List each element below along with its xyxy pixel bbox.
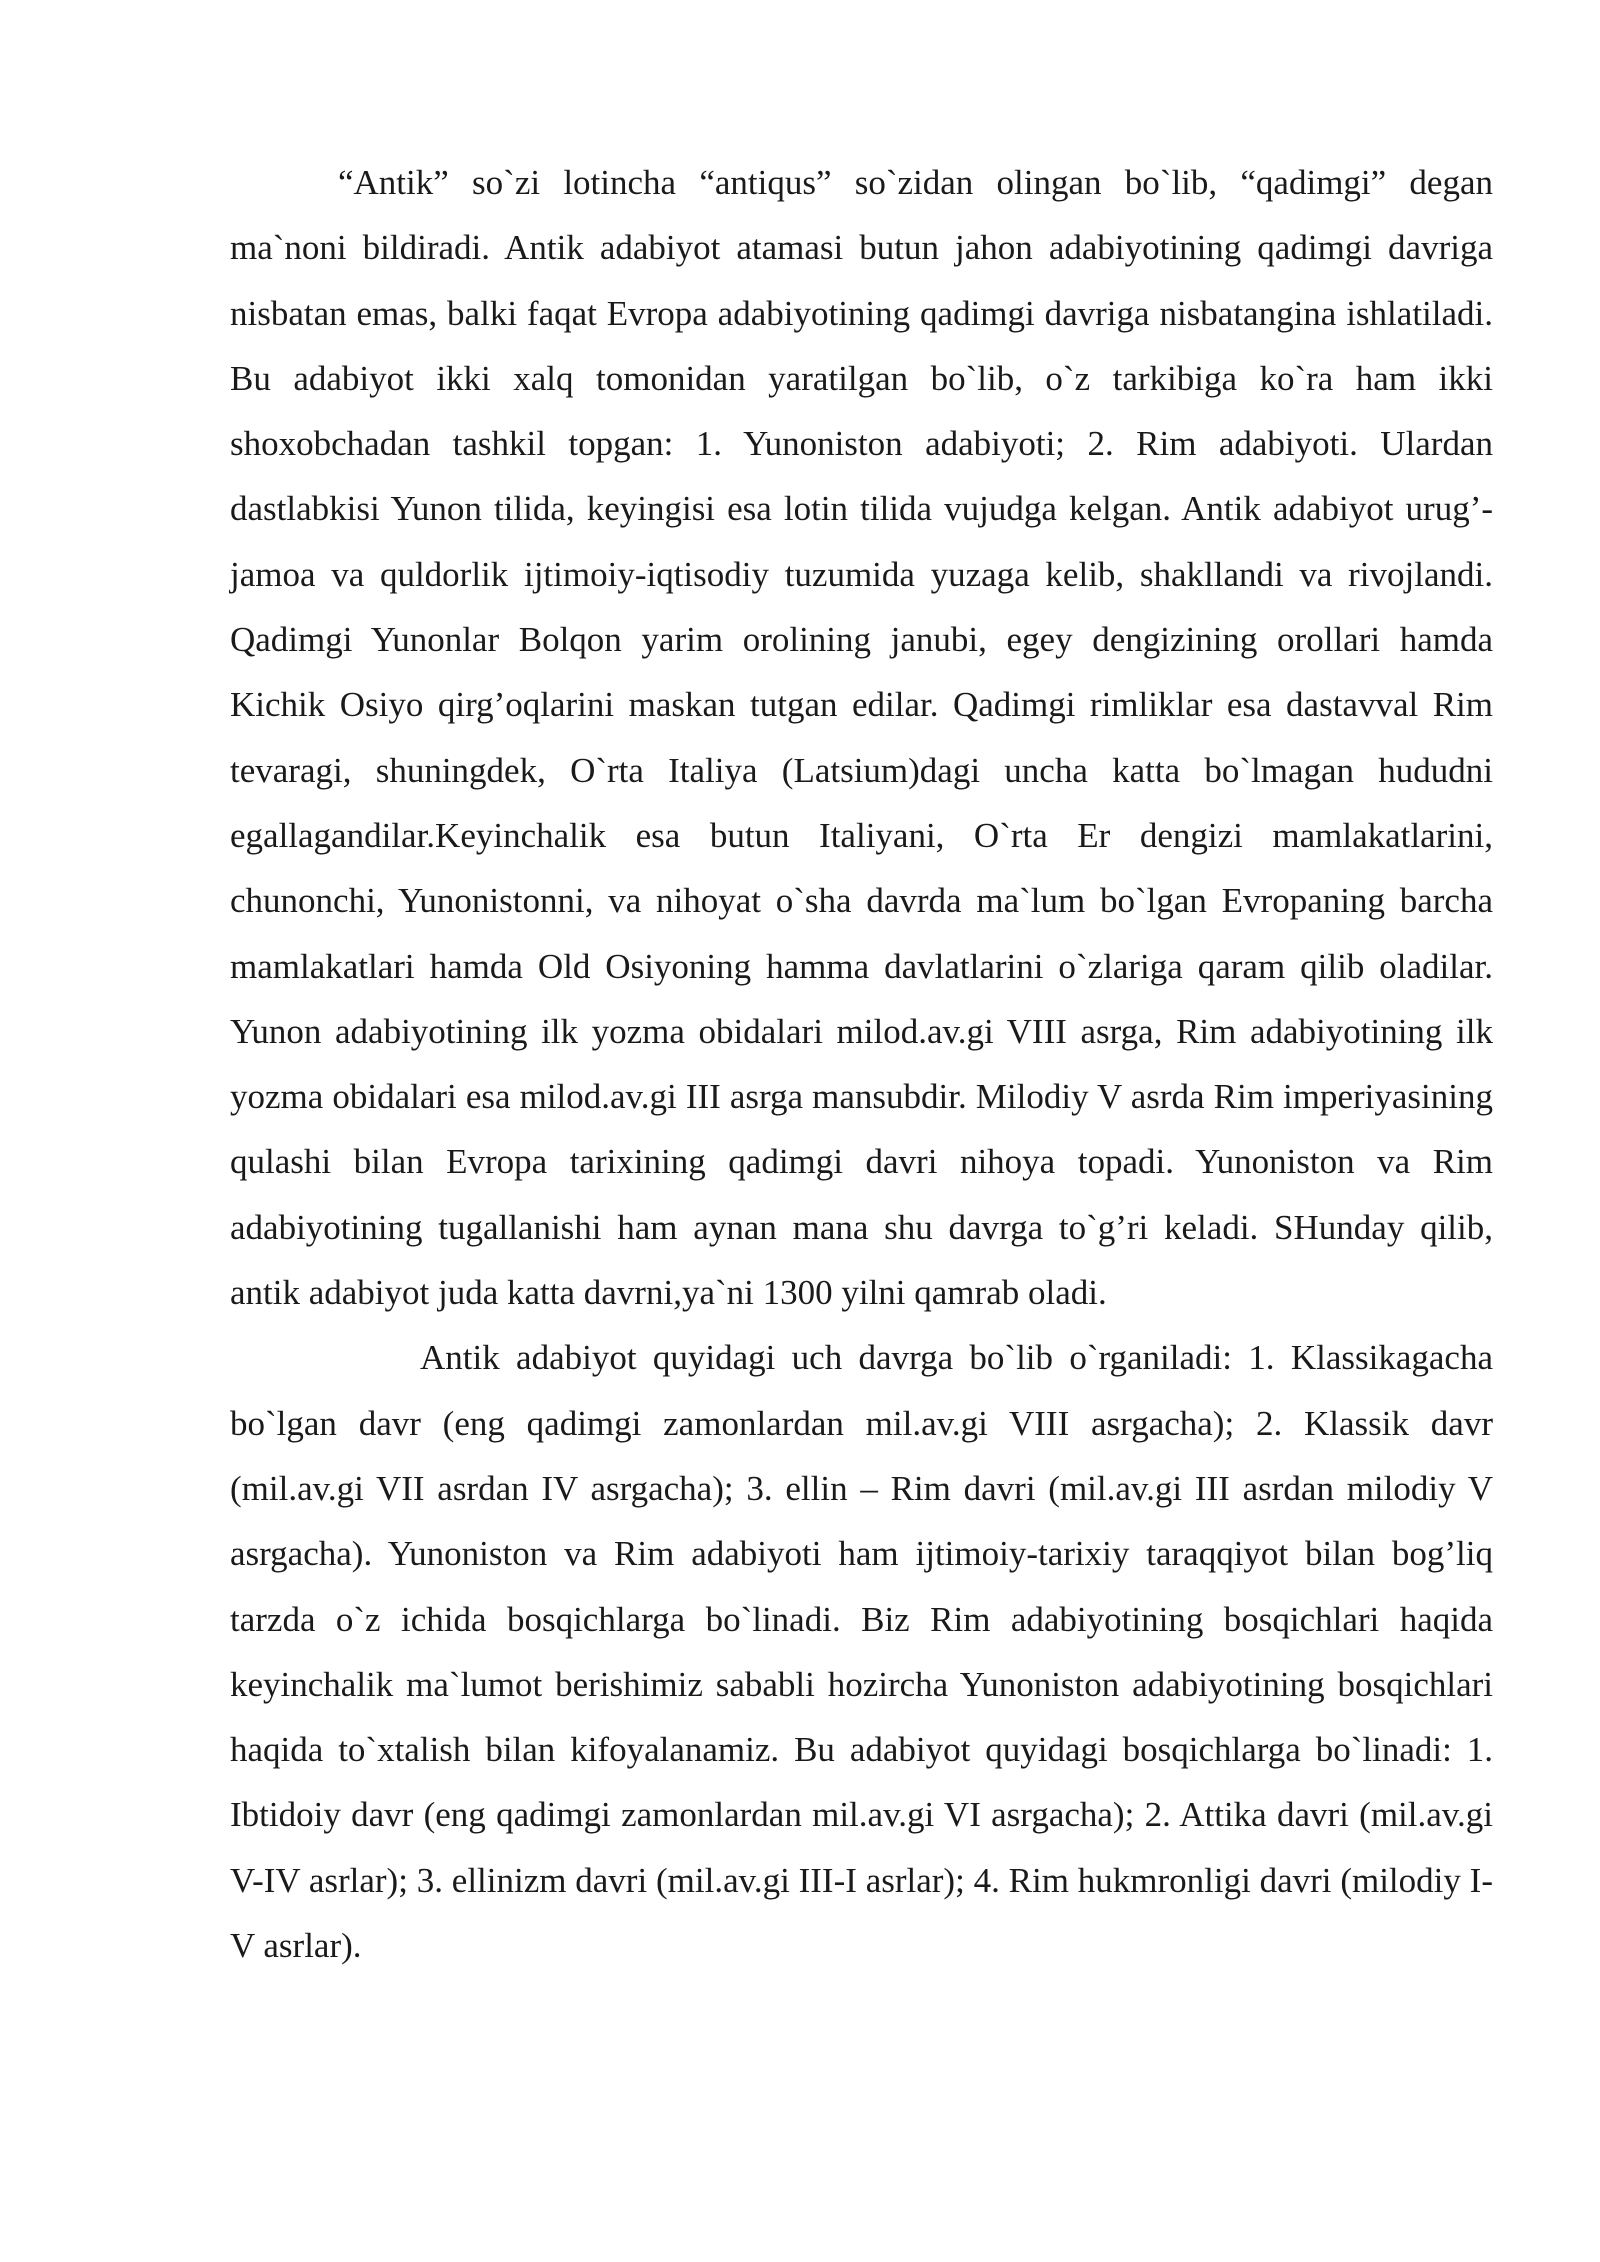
document-page xyxy=(230,150,1493,1978)
paragraph-antik-origin: “Antik” so`zi lotincha “antiqus” so`zidan olingan bo`lib, “qadimgi” degan ma`noni bildiradi. Antik adabiyot atamasi butun jahon adabiyotining qadimgi davriga nisbatan emas, balki faqat Evropa adabiyotining qadimgi davriga nisbatangina ishlatiladi. Bu adabiyot ikki xalq tomonidan yaratilgan bo`lib, o`z tarkibiga ko`ra ham ikki shoxobchadan tashkil topgan: 1. Yunoniston adabiyoti; 2. Rim adabiyoti. Ulardan dastlabkisi Yunon tilida, keyingisi esa lotin tilida vujudga kelgan. Antik adabiyot urug’-jamoa va quldorlik ijtimoiy-iqtisodiy tuzumida yuzaga kelib, shakllandi va rivojlandi. Qadimgi Yunonlar Bolqon yarim orolining janubi, egey dengizining orollari hamda Kichik Osiyo qirg’oqlarini maskan tutgan edilar. Qadimgi rimliklar esa dastavval Rim tevaragi, shuningdek, O`rta Italiya (Latsium)dagi uncha katta bo`lmagan hududni egallagandilar.Keyinchalik esa butun Italiyani, O`rta Er dengizi mamlakatlarini, chunonchi, Yunonistonni, va nihoyat o`sha davrda ma`lum bo`lgan Evropaning barcha mamlakatlari hamda Old Osiyoning hamma davlatlarini o`zlariga qaram qilib oladilar. Yunon adabiyotining ilk yozma obidalari milod.av.gi VIII asrga, Rim adabiyotining ilk yozma obidalari esa milod.av.gi III asrga mansubdir. Milodiy V asrda Rim imperiyasining qulashi bilan Evropa tarixining qadimgi davri nihoya topadi. Yunoniston va Rim adabiyotining tugallanishi ham aynan mana shu davrga to`g’ri keladi. SHunday qilib, antik adabiyot juda katta davrni,ya`ni 1300 yilni qamrab oladi. xyxy=(230,163,1493,1313)
paragraph-periods: Antik adabiyot quyidagi uch davrga bo`lib o`rganiladi: 1. Klassikagacha bo`lgan davr (eng qadimgi zamonlardan mil.av.gi VIII asrgacha); 2. Klassik davr (mil.av.gi VII asrdan IV asrgacha); 3. ellin – Rim davri (mil.av.gi III asrdan milodiy V asrgacha). Yunoniston va Rim adabiyoti ham ijtimoiy-tarixiy taraqqiyot bilan bog’liq tarzda o`z ichida bosqichlarga bo`linadi. Biz Rim adabiyotining bosqichlari haqida keyinchalik ma`lumot berishimiz sababli hozircha Yunoniston adabiyotining bosqichlari haqida to`xtalish bilan kifoyalanamiz. Bu adabiyot quyidagi bosqichlarga bo`linadi: 1. Ibtidoiy davr (eng qadimgi zamonlardan mil.av.gi VI asrgacha); 2. Attika davri (mil.av.gi V-IV asrlar); 3. ellinizm davri (mil.av.gi III-I asrlar); 4. Rim hukmronligi davri (milodiy I-V asrlar). xyxy=(230,1338,1493,1966)
